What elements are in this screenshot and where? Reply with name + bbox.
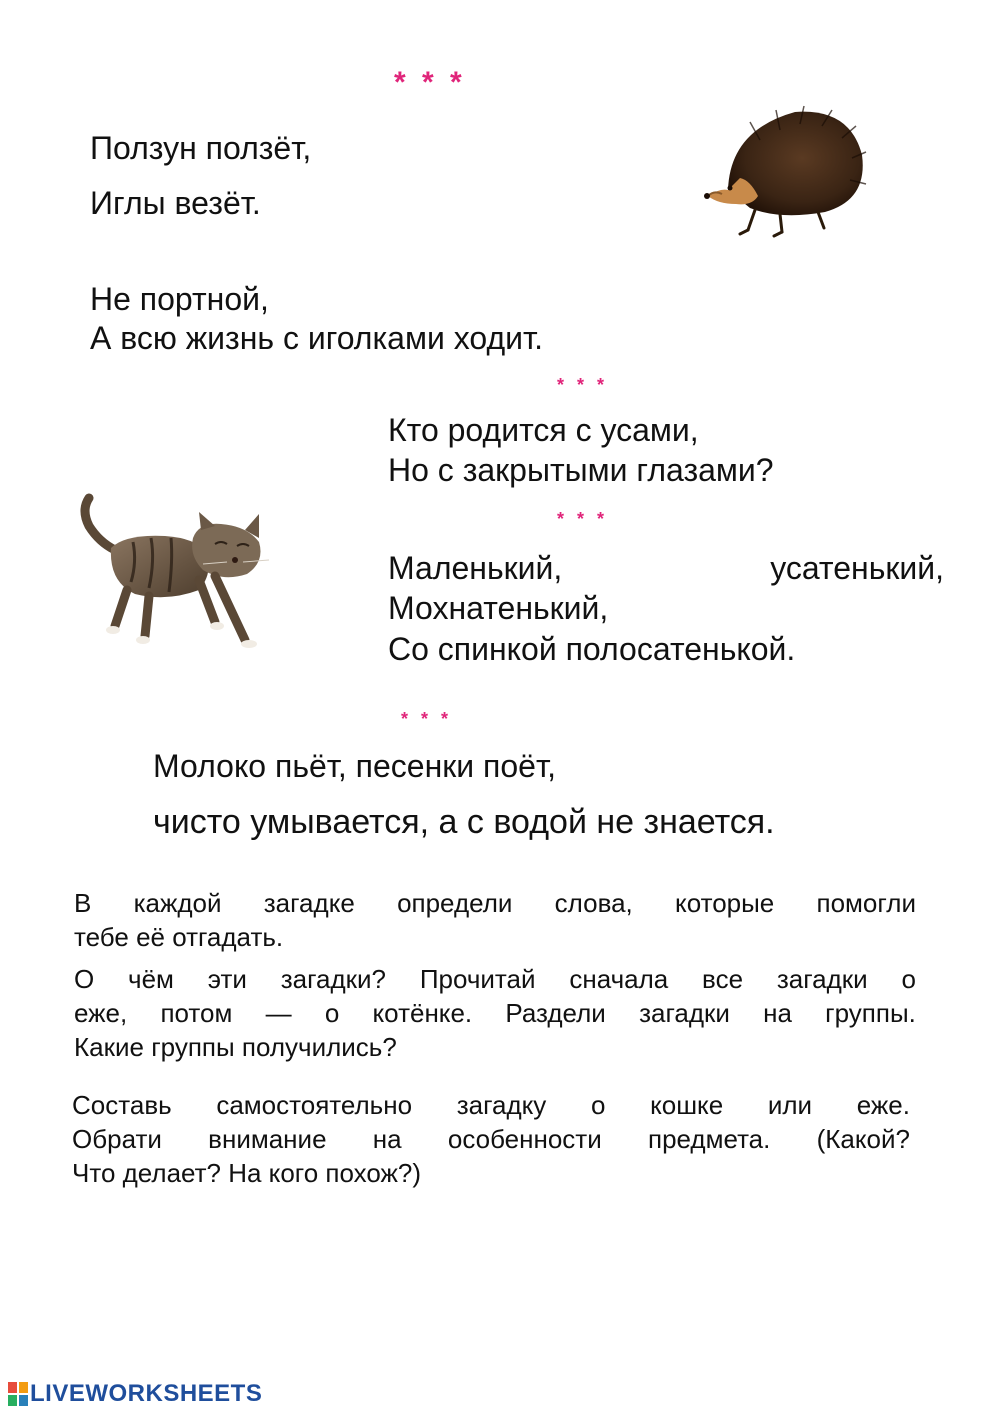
text-word: Раздели [505, 998, 606, 1028]
text-word: помогли [816, 888, 916, 918]
text-word: на [763, 998, 792, 1028]
text-word: сначала [569, 964, 669, 994]
text-word: особенности [447, 1124, 602, 1154]
task-3-line-3: Что делает? На кого похож?) [72, 1158, 422, 1188]
liveworksheets-logo-text: LIVEWORKSHEETS [30, 1380, 263, 1407]
text-word: о [324, 998, 340, 1028]
text-word: группы. [825, 998, 916, 1028]
task-3-line-2 [72, 1126, 910, 1152]
text-word: о [590, 1090, 606, 1120]
text-word: загадки [639, 998, 730, 1028]
text-word: загадке [263, 888, 355, 918]
riddle-word: усатенький, [770, 550, 944, 586]
riddle-kitten-1-line-1: Кто родится с усами, [388, 412, 699, 448]
separator-stars: * * * [557, 375, 609, 395]
text-word: или [767, 1090, 813, 1120]
task-2-line-2 [74, 1000, 916, 1026]
task-1-line-2: тебе её отгадать. [74, 922, 284, 952]
text-word: еже, [74, 998, 128, 1028]
riddle-kitten-2-line-3: Со спинкой полосатенькой. [388, 631, 796, 667]
riddle-kitten-3-line-2: чисто умывается, а с водой не знается. [153, 803, 775, 841]
text-word: чём [128, 964, 174, 994]
hedgehog-illustration [700, 100, 870, 245]
text-word: внимание [208, 1124, 327, 1154]
task-3-line-1 [72, 1092, 910, 1118]
text-word: еже. [856, 1090, 910, 1120]
kitten-illustration [75, 490, 275, 655]
text-word: загадку [456, 1090, 547, 1120]
text-word: кошке [650, 1090, 724, 1120]
text-word: самостоятельно [216, 1090, 413, 1120]
text-word: эти [207, 964, 247, 994]
text-word: Прочитай [419, 964, 536, 994]
liveworksheets-logo [8, 1382, 262, 1406]
text-word: О [74, 964, 95, 994]
text-word: все [702, 964, 744, 994]
riddle-hedgehog-2-line-2: А всю жизнь с иголками ходит. [90, 320, 543, 356]
text-word: загадки? [280, 964, 386, 994]
text-word: которые [675, 888, 775, 918]
text-word: потом [160, 998, 233, 1028]
text-word: на [372, 1124, 402, 1154]
text-word: (Какой? [816, 1124, 910, 1154]
task-2-line-1 [74, 966, 916, 992]
riddle-hedgehog-2-line-1: Не портной, [90, 281, 269, 317]
riddle-kitten-2-line-2: Мохнатенький, [388, 590, 609, 626]
text-word: В [74, 888, 92, 918]
text-word: предмета. [648, 1124, 771, 1154]
riddle-kitten-3-line-1: Молоко пьёт, песенки поёт, [153, 748, 556, 784]
riddle-hedgehog-1-line-1: Ползун ползёт, [90, 130, 312, 166]
riddle-hedgehog-1-line-2: Иглы везёт. [90, 185, 261, 221]
separator-stars: * * * [394, 66, 466, 99]
text-word: Составь [72, 1090, 172, 1120]
task-2-line-3: Какие группы получились? [74, 1032, 397, 1062]
separator-stars: * * * [557, 509, 609, 529]
text-word: о [901, 964, 916, 994]
text-word: Обрати [72, 1124, 162, 1154]
text-word: загадки [776, 964, 868, 994]
text-word: — [265, 998, 292, 1028]
text-word: котёнке. [372, 998, 473, 1028]
riddle-kitten-2-line-1 [388, 552, 944, 584]
separator-stars: * * * [401, 709, 453, 729]
riddle-word: Маленький, [388, 550, 563, 586]
text-word: определи [397, 888, 513, 918]
task-1-line-1 [74, 890, 916, 916]
text-word: каждой [133, 888, 222, 918]
riddle-kitten-1-line-2: Но с закрытыми глазами? [388, 452, 774, 488]
text-word: слова, [554, 888, 633, 918]
liveworksheets-logo-icon [8, 1382, 28, 1406]
